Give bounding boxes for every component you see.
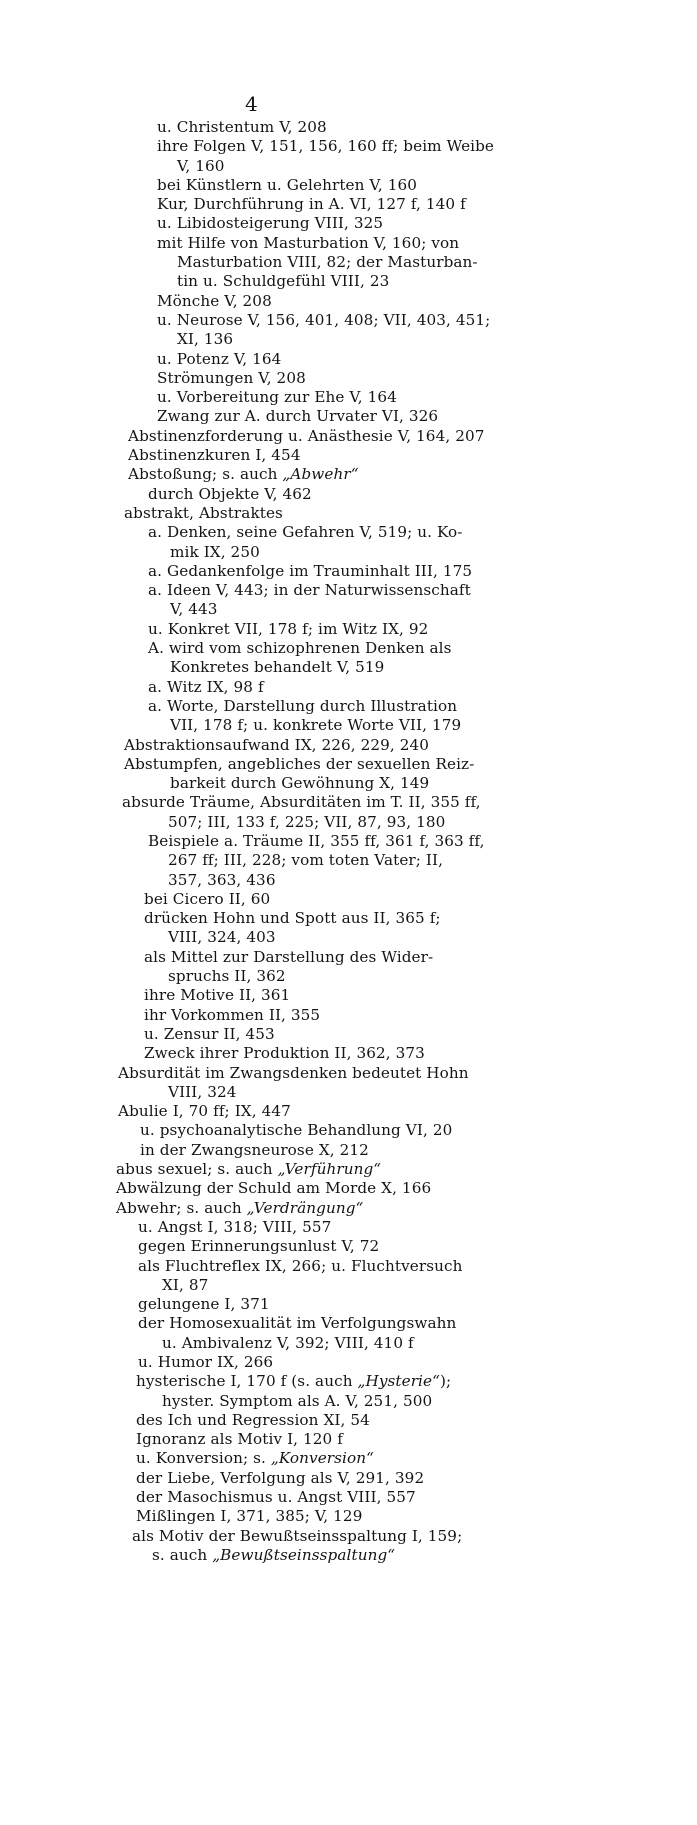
index-line: [0, 1469, 697, 1488]
index-line: [0, 832, 697, 851]
index-line-text: Abstinenzforderung u. Anästhesie V, 164, 207: [128, 426, 485, 445]
index-line-text: Absurdität im Zwangsdenken bedeutet Hohn: [118, 1063, 469, 1082]
index-line-text: Abstinenzkuren I, 454: [128, 446, 301, 465]
index-line: [0, 736, 697, 755]
index-line-text: bei Cicero II, 60: [144, 889, 271, 908]
index-line-text: Abulie I, 70 ff; IX, 447: [118, 1102, 291, 1121]
index-line: [0, 1257, 697, 1276]
index-line: [0, 1276, 697, 1295]
index-line-text: XI, 87: [162, 1275, 209, 1294]
index-line-text: gelungene I, 371: [138, 1295, 270, 1314]
index-line: [0, 1314, 697, 1333]
index-line-text: 357, 363, 436: [168, 870, 276, 889]
index-line-text: A. wird vom schizophrenen Denken als: [148, 639, 452, 658]
index-line-text: gegen Erinnerungsunlust V, 72: [138, 1237, 380, 1256]
index-line-text: u. Christentum V, 208: [157, 118, 327, 136]
index-line: [0, 311, 697, 330]
index-line: [0, 465, 697, 484]
index-line: [0, 620, 697, 639]
index-line: [0, 118, 697, 137]
index-line: [0, 137, 697, 156]
index-line-text: u. Zensur II, 453: [144, 1024, 275, 1043]
index-line-text: des Ich und Regression XI, 54: [136, 1410, 370, 1429]
index-line: [0, 234, 697, 253]
index-line: [0, 678, 697, 697]
index-line-text: Konkretes behandelt V, 519: [170, 658, 385, 677]
index-line: [0, 1372, 697, 1391]
index-line: [0, 446, 697, 465]
index-line: [0, 871, 697, 890]
index-line-text: u. Humor IX, 266: [138, 1353, 274, 1371]
index-line-text: s. auch: [152, 1545, 213, 1564]
index-line-text: Zwang zur A. durch Urvater VI, 326: [157, 407, 439, 426]
index-line-text: XI, 136: [177, 330, 234, 349]
index-line-text: absurde Träume, Absurditäten im T. II, 355 ff,: [122, 793, 481, 812]
index-line-text: a. Gedankenfolge im Trauminhalt III, 175: [148, 561, 473, 580]
index-line: [0, 909, 697, 928]
index-line-text: Abstraktionsaufwand IX, 226, 229, 240: [124, 735, 430, 754]
index-line: [0, 427, 697, 446]
index-line-text: durch Objekte V, 462: [148, 484, 312, 503]
index-line-text: Abwälzung der Schuld am Morde X, 166: [116, 1179, 432, 1198]
index-line-text: der Liebe, Verfolgung als V, 291, 392: [136, 1468, 425, 1487]
index-line-text: u. Potenz V, 164: [157, 349, 282, 368]
index-line: [0, 1527, 697, 1546]
index-line-text: VIII, 324: [168, 1082, 237, 1101]
index-line: [0, 407, 697, 426]
index-line: [0, 1392, 697, 1411]
index-line: [0, 330, 697, 349]
index-line: [0, 1102, 697, 1121]
index-line-text: bei Künstlern u. Gelehrten V, 160: [157, 175, 417, 194]
index-line: [0, 1064, 697, 1083]
index-line: [0, 1006, 697, 1025]
index-column: [0, 118, 697, 1565]
index-line-text: u. Libidosteigerung VIII, 325: [157, 214, 384, 233]
index-line: [0, 851, 697, 870]
index-line: [0, 813, 697, 832]
index-line: [0, 581, 697, 600]
index-line-text: a. Denken, seine Gefahren V, 519; u. Ko-: [148, 523, 463, 542]
index-line: [0, 697, 697, 716]
index-line-text: V, 160: [177, 156, 225, 175]
index-line: [0, 1083, 697, 1102]
index-line: [0, 774, 697, 793]
index-line: [0, 292, 697, 311]
index-line: [0, 523, 697, 542]
index-line-text: tin u. Schuldgefühl VIII, 23: [177, 272, 390, 291]
index-line-text: der Homosexualität im Verfolgungswahn: [138, 1314, 457, 1333]
index-line-text: abus sexuel; s. auch: [116, 1160, 278, 1179]
index-line-text: u. Konkret VII, 178 f; im Witz IX, 92: [148, 619, 429, 638]
index-line: [0, 1353, 697, 1372]
index-line: [0, 1411, 697, 1430]
index-line: [0, 986, 697, 1005]
index-line-text: V, 443: [170, 600, 218, 619]
page-number: 4: [245, 92, 258, 116]
index-line: [0, 214, 697, 233]
index-line-text: Zweck ihrer Produktion II, 362, 373: [144, 1044, 425, 1063]
index-line-text: in der Zwangsneurose X, 212: [140, 1140, 369, 1159]
index-line-text: u. Angst I, 318; VIII, 557: [138, 1217, 332, 1236]
index-line: [0, 1295, 697, 1314]
index-line-text: drücken Hohn und Spott aus II, 365 f;: [144, 909, 441, 928]
index-line-crossref: „Konversion“: [270, 1449, 375, 1468]
index-line: [0, 369, 697, 388]
index-line: [0, 793, 697, 812]
index-line-text: u. Vorbereitung zur Ehe V, 164: [157, 388, 397, 407]
index-line: [0, 716, 697, 735]
index-line-text: a. Worte, Darstellung durch Illustration: [148, 696, 458, 715]
index-line-text: a. Witz IX, 98 f: [148, 677, 264, 696]
index-line: [0, 1141, 697, 1160]
index-line-text: hyster. Symptom als A. V, 251, 500: [162, 1391, 433, 1410]
index-line: [0, 1179, 697, 1198]
index-line-text: mit Hilfe von Masturbation V, 160; von: [157, 233, 460, 252]
index-line-text: ihre Folgen V, 151, 156, 160 ff; beim Weibe: [157, 137, 495, 156]
index-line: [0, 1044, 697, 1063]
index-line: [0, 253, 697, 272]
index-line-text: u. Konversion; s.: [136, 1449, 271, 1468]
index-line: [0, 639, 697, 658]
index-line: [0, 928, 697, 947]
index-line: [0, 1025, 697, 1044]
index-line: [0, 562, 697, 581]
index-line: [0, 1507, 697, 1526]
index-line-text: spruchs II, 362: [168, 967, 286, 986]
index-line-tail: );: [439, 1372, 452, 1391]
index-line: [0, 1199, 697, 1218]
index-line: [0, 1160, 697, 1179]
index-line-text: hysterische I, 170 f (s. auch: [136, 1372, 358, 1391]
index-line: [0, 1334, 697, 1353]
index-line: [0, 157, 697, 176]
index-line: [0, 1488, 697, 1507]
index-line: [0, 755, 697, 774]
index-line-text: als Fluchtreflex IX, 266; u. Fluchtversuch: [138, 1256, 463, 1275]
index-line-text: 267 ff; III, 228; vom toten Vater; II,: [168, 851, 444, 870]
index-line-crossref: „Bewußtseinsspaltung“: [212, 1545, 396, 1564]
index-line-text: u. Ambivalenz V, 392; VIII, 410 f: [162, 1333, 414, 1352]
index-line-text: ihr Vorkommen II, 355: [144, 1005, 321, 1024]
index-line-crossref: „Abwehr“: [282, 465, 359, 484]
index-line-text: Abstumpfen, angebliches der sexuellen Reiz-: [124, 754, 475, 773]
index-line-text: barkeit durch Gewöhnung X, 149: [170, 774, 430, 793]
index-line-text: als Motiv der Bewußtseinsspaltung I, 159;: [132, 1526, 463, 1545]
index-line: [0, 195, 697, 214]
index-line-text: Abstoßung; s. auch: [128, 465, 283, 484]
index-line: [0, 388, 697, 407]
index-line-text: a. Ideen V, 443; in der Naturwissenschaft: [148, 581, 471, 600]
index-line-text: Masturbation VIII, 82; der Masturban-: [177, 253, 478, 272]
index-line: [0, 890, 697, 909]
index-line: [0, 948, 697, 967]
index-line-text: Mißlingen I, 371, 385; V, 129: [136, 1507, 363, 1526]
index-line-text: ihre Motive II, 361: [144, 986, 291, 1005]
index-line: [0, 600, 697, 619]
index-line: [0, 967, 697, 986]
index-line: [0, 1121, 697, 1140]
index-line-text: VIII, 324, 403: [168, 928, 276, 947]
index-line-text: u. Neurose V, 156, 401, 408; VII, 403, 451;: [157, 310, 491, 329]
index-line: [0, 1430, 697, 1449]
index-line-text: mik IX, 250: [170, 542, 260, 561]
index-line-text: 507; III, 133 f, 225; VII, 87, 93, 180: [168, 812, 446, 831]
index-line: [0, 350, 697, 369]
index-line: [0, 272, 697, 291]
index-line-crossref: „Verdrängung“: [246, 1198, 364, 1217]
index-line-text: Ignoranz als Motiv I, 120 f: [136, 1430, 343, 1449]
index-line-text: Kur, Durchführung in A. VI, 127 f, 140 f: [157, 195, 466, 214]
index-line-crossref: „Verführung“: [277, 1160, 382, 1179]
index-line: [0, 543, 697, 562]
index-line: [0, 504, 697, 523]
index-line: [0, 1218, 697, 1237]
index-line-text: abstrakt, Abstraktes: [124, 503, 283, 522]
index-line-text: Abwehr; s. auch: [116, 1198, 247, 1217]
index-line: [0, 485, 697, 504]
index-line: [0, 1237, 697, 1256]
index-line: [0, 658, 697, 677]
index-line: [0, 176, 697, 195]
index-line-text: Strömungen V, 208: [157, 368, 306, 387]
index-line-text: Beispiele a. Träume II, 355 ff, 361 f, 363 ff,: [148, 831, 485, 850]
index-line-text: Mönche V, 208: [157, 291, 272, 310]
index-line-text: u. psychoanalytische Behandlung VI, 20: [140, 1121, 453, 1140]
index-line-text: der Masochismus u. Angst VIII, 557: [136, 1488, 416, 1507]
index-line-text: als Mittel zur Darstellung des Wider-: [144, 947, 434, 966]
index-line-crossref: „Hysterie“: [357, 1372, 440, 1391]
index-line: [0, 1546, 697, 1565]
index-line-text: VII, 178 f; u. konkrete Worte VII, 179: [170, 716, 462, 735]
index-line: [0, 1449, 697, 1468]
